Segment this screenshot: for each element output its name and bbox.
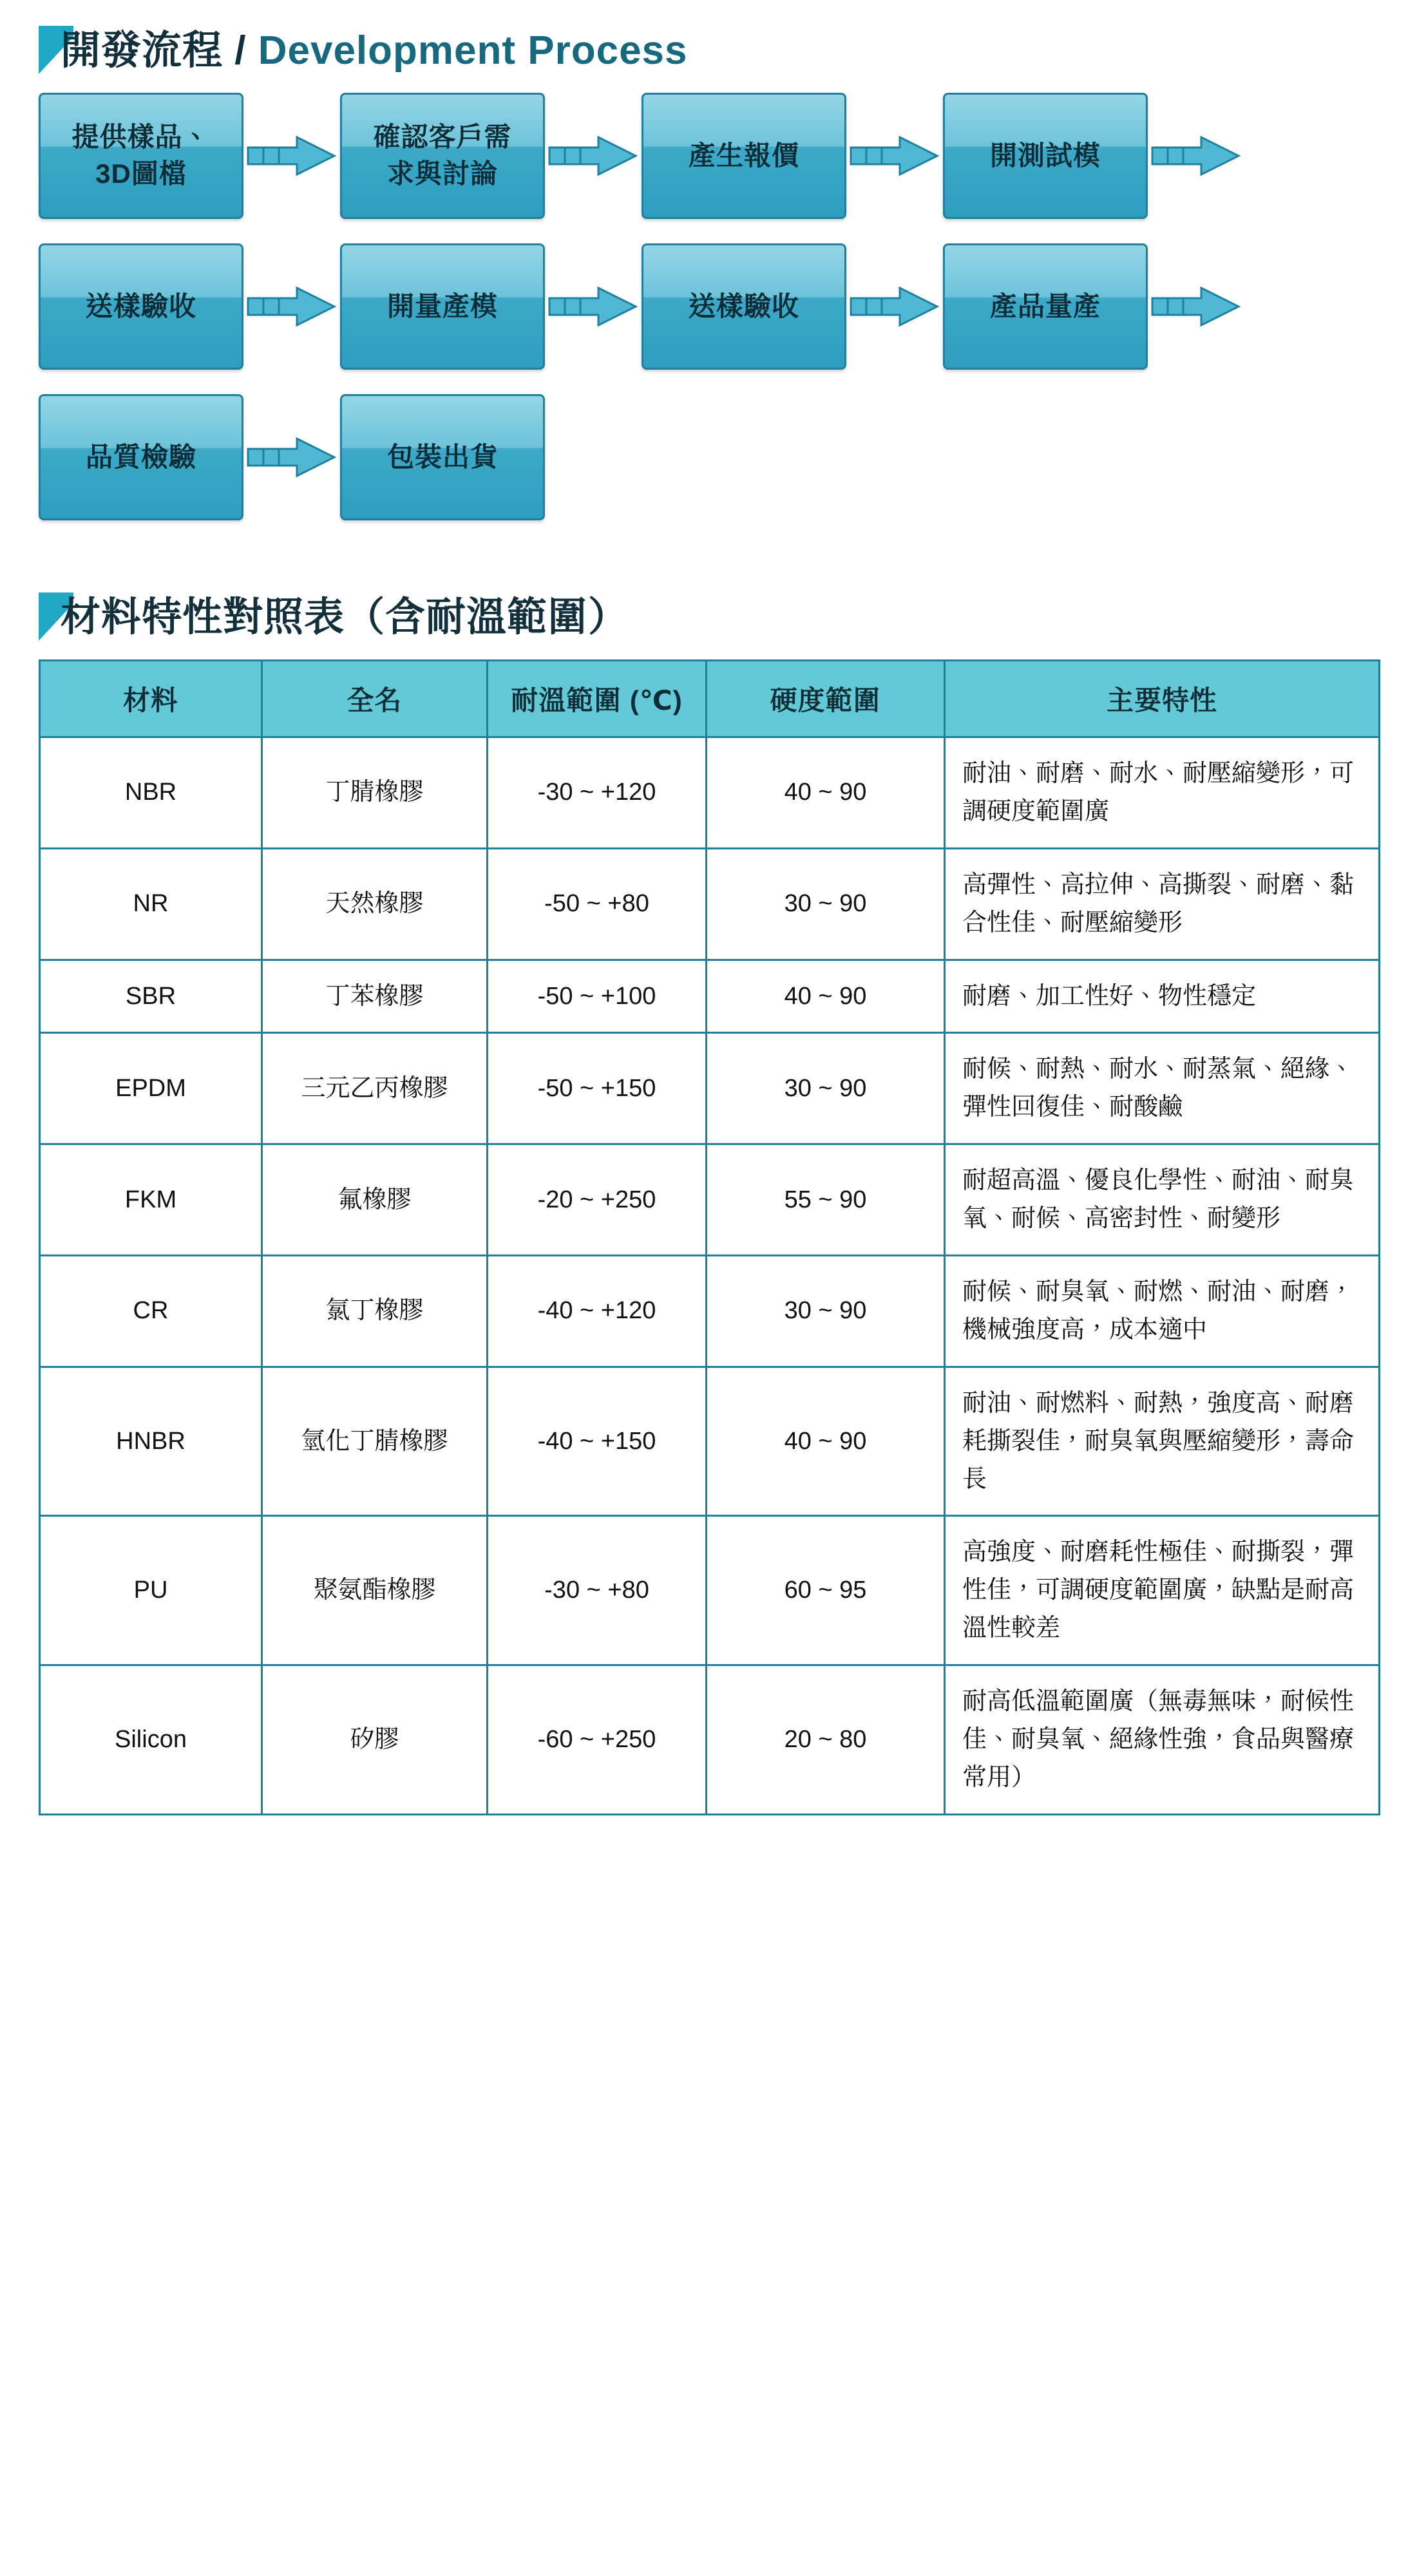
flow-title-sep: /: [223, 28, 258, 73]
flow-row-1: [39, 93, 1378, 219]
cell-full-name: 氟橡膠: [262, 1144, 488, 1256]
flow-step-6[interactable]: [340, 243, 545, 370]
flow-step-4-line1: 開測試模: [989, 140, 1101, 171]
cell-material: FKM: [40, 1144, 262, 1256]
development-flow-chart: [39, 93, 1378, 520]
table-header-row: [40, 661, 1380, 737]
cell-temp-range: -30 ~ +120: [488, 737, 707, 849]
flow-row-3: [39, 394, 1378, 520]
flow-step-10-line1: 包裝出貨: [386, 441, 498, 472]
arrow-icon-3: [846, 133, 943, 179]
flow-step-4[interactable]: [943, 93, 1148, 219]
arrow-icon-5: [243, 283, 340, 330]
flow-title-en: Development Process: [258, 28, 688, 73]
cell-hardness: 55 ~ 90: [707, 1144, 945, 1256]
flow-step-7[interactable]: [642, 243, 846, 370]
table-row: [40, 848, 1380, 960]
cell-material: PU: [40, 1516, 262, 1665]
flow-step-9-line1: 品質檢驗: [85, 441, 196, 472]
column-header-features: 主要特性: [945, 661, 1380, 737]
cell-hardness: 40 ~ 90: [707, 960, 945, 1033]
cell-material: HNBR: [40, 1367, 262, 1516]
cell-hardness: 30 ~ 90: [707, 1256, 945, 1367]
cell-hardness: 60 ~ 95: [707, 1516, 945, 1665]
arrow-icon-4: [1148, 133, 1244, 179]
cell-temp-range: -40 ~ +150: [488, 1367, 707, 1516]
cell-temp-range: -50 ~ +150: [488, 1033, 707, 1144]
table-row: [40, 960, 1380, 1033]
table-row: [40, 1516, 1380, 1665]
table-row: [40, 737, 1380, 849]
table-section-heading: [39, 595, 1378, 639]
cell-full-name: 丁苯橡膠: [262, 960, 488, 1033]
table-section-title: 材料特性對照表（含耐溫範圍）: [61, 595, 629, 639]
cell-hardness: 30 ~ 90: [707, 848, 945, 960]
cell-hardness: 20 ~ 80: [707, 1665, 945, 1815]
cell-material: NR: [40, 848, 262, 960]
arrow-icon-6: [545, 283, 642, 330]
cell-hardness: 40 ~ 90: [707, 1367, 945, 1516]
material-properties-table: [39, 659, 1380, 1815]
flow-step-1-line2: 3D圖檔: [95, 158, 187, 189]
cell-features: 耐高低溫範圍廣（無毒無味，耐候性佳、耐臭氧、絕緣性強，食品與醫療常用）: [945, 1665, 1380, 1815]
flow-row-2: [39, 243, 1378, 370]
flow-title-zh: 開發流程: [61, 28, 223, 73]
flow-step-2-line1: 確認客戶需: [373, 122, 512, 153]
cell-full-name: 聚氨酯橡膠: [262, 1516, 488, 1665]
cell-material: CR: [40, 1256, 262, 1367]
cell-features: 耐油、耐燃料、耐熱，強度高、耐磨耗撕裂佳，耐臭氧與壓縮變形，壽命長: [945, 1367, 1380, 1516]
flow-step-3-line1: 產生報價: [688, 140, 799, 171]
cell-features: 高強度、耐磨耗性極佳、耐撕裂，彈性佳，可調硬度範圍廣，缺點是耐高溫性較差: [945, 1516, 1380, 1665]
arrow-icon-8: [1148, 283, 1244, 330]
table-row: [40, 1144, 1380, 1256]
cell-hardness: 40 ~ 90: [707, 737, 945, 849]
cell-features: 耐油、耐磨、耐水、耐壓縮變形，可調硬度範圍廣: [945, 737, 1380, 849]
cell-full-name: 三元乙丙橡膠: [262, 1033, 488, 1144]
cell-temp-range: -60 ~ +250: [488, 1665, 707, 1815]
cell-features: 高彈性、高拉伸、高撕裂、耐磨、黏合性佳、耐壓縮變形: [945, 848, 1380, 960]
cell-full-name: 丁腈橡膠: [262, 737, 488, 849]
cell-features: 耐磨、加工性好、物性穩定: [945, 960, 1380, 1033]
flow-step-8-line1: 產品量產: [989, 290, 1101, 321]
column-header-full-name: 全名: [262, 661, 488, 737]
table-row: [40, 1033, 1380, 1144]
flow-step-9[interactable]: [39, 394, 243, 520]
arrow-icon-9: [243, 434, 340, 480]
flow-step-8[interactable]: [943, 243, 1148, 370]
arrow-icon-2: [545, 133, 642, 179]
flow-step-1-line1: 提供樣品、: [71, 122, 211, 153]
flow-section-title: [61, 28, 688, 73]
cell-features: 耐候、耐熱、耐水、耐蒸氣、絕緣、彈性回復佳、耐酸鹼: [945, 1033, 1380, 1144]
arrow-icon-1: [243, 133, 340, 179]
flow-step-6-line1: 開量產模: [386, 290, 498, 321]
flow-section-heading: [39, 28, 1378, 73]
cell-material: Silicon: [40, 1665, 262, 1815]
flow-step-5[interactable]: [39, 243, 243, 370]
table-row: [40, 1665, 1380, 1815]
arrow-icon-7: [846, 283, 943, 330]
cell-full-name: 氯丁橡膠: [262, 1256, 488, 1367]
flow-step-3[interactable]: [642, 93, 846, 219]
cell-temp-range: -20 ~ +250: [488, 1144, 707, 1256]
cell-temp-range: -50 ~ +80: [488, 848, 707, 960]
flow-step-10[interactable]: [340, 394, 545, 520]
cell-temp-range: -40 ~ +120: [488, 1256, 707, 1367]
cell-material: EPDM: [40, 1033, 262, 1144]
flow-step-2[interactable]: [340, 93, 545, 219]
table-row: [40, 1256, 1380, 1367]
table-row: [40, 1367, 1380, 1516]
cell-material: SBR: [40, 960, 262, 1033]
cell-full-name: 天然橡膠: [262, 848, 488, 960]
column-header-material: 材料: [40, 661, 262, 737]
flow-step-7-line1: 送樣驗收: [688, 290, 799, 321]
column-header-temp-range: 耐溫範圍 (℃): [488, 661, 707, 737]
cell-hardness: 30 ~ 90: [707, 1033, 945, 1144]
cell-material: NBR: [40, 737, 262, 849]
flow-step-1[interactable]: [39, 93, 243, 219]
cell-full-name: 氫化丁腈橡膠: [262, 1367, 488, 1516]
flow-step-5-line1: 送樣驗收: [85, 290, 196, 321]
cell-temp-range: -30 ~ +80: [488, 1516, 707, 1665]
cell-full-name: 矽膠: [262, 1665, 488, 1815]
flow-step-2-line2: 求與討論: [386, 158, 498, 189]
column-header-hardness: 硬度範圍: [707, 661, 945, 737]
cell-temp-range: -50 ~ +100: [488, 960, 707, 1033]
cell-features: 耐超高溫、優良化學性、耐油、耐臭氧、耐候、高密封性、耐變形: [945, 1144, 1380, 1256]
cell-features: 耐候、耐臭氧、耐燃、耐油、耐磨，機械強度高，成本適中: [945, 1256, 1380, 1367]
